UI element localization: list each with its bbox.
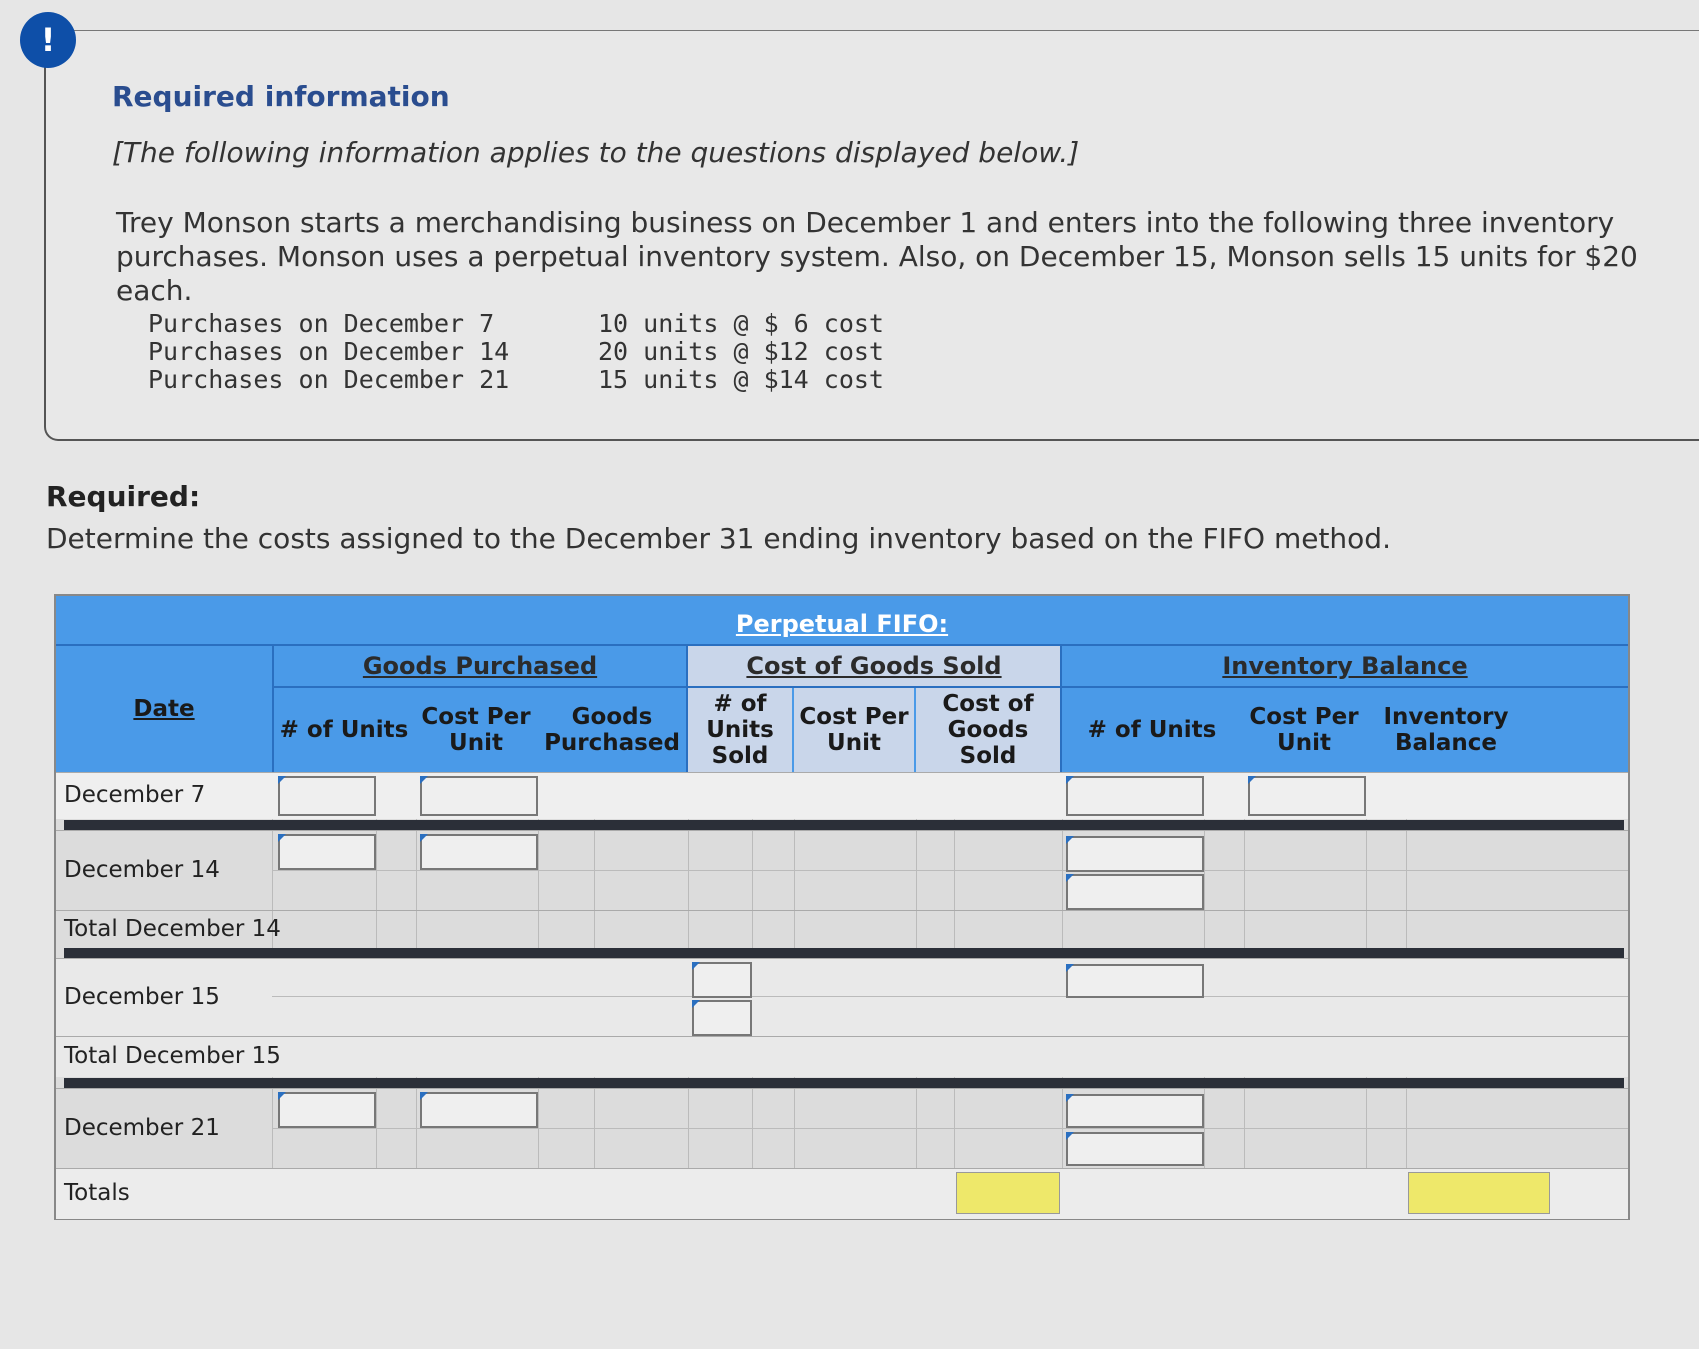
grid-line xyxy=(272,870,1628,871)
col-cogs-units: # of Units Sold xyxy=(688,688,792,772)
purchases-list xyxy=(148,310,884,394)
dec15-ib-units-input[interactable] xyxy=(1066,964,1204,998)
row-label: December 7 xyxy=(64,782,206,808)
row-divider xyxy=(64,948,1624,958)
required-information-title: Required information xyxy=(112,80,450,113)
row-label: Total December 14 xyxy=(64,916,281,942)
header-divider xyxy=(272,646,274,772)
col-date: Date xyxy=(133,696,195,722)
goods-purchased-group-title: Goods Purchased xyxy=(362,652,598,680)
required-text: Determine the costs assigned to the December 31 ending inventory based on the FIFO method. xyxy=(46,522,1391,555)
dec21-ib-units-input-1[interactable] xyxy=(1066,1094,1204,1128)
col-gp-units: # of Units xyxy=(279,717,409,743)
dec7-ib-units-input[interactable] xyxy=(1066,776,1204,816)
row-label: December 14 xyxy=(64,857,220,883)
dec15-cogs-units-input-2[interactable] xyxy=(692,1000,752,1036)
dec14-ib-units-input-1[interactable] xyxy=(1066,836,1204,872)
header-divider xyxy=(1060,646,1062,772)
purchase-label: Purchases on December 14 xyxy=(148,337,510,366)
purchase-row xyxy=(148,338,884,366)
purchase-detail: 10 units @ $ 6 cost xyxy=(598,309,884,338)
row-total-dec15 xyxy=(56,1036,1628,1077)
grid-line xyxy=(272,1128,1628,1129)
grid-line xyxy=(272,996,1628,997)
dec21-gp-units-input[interactable] xyxy=(278,1092,376,1128)
purchase-label: Purchases on December 7 xyxy=(148,309,495,338)
col-cogs-cost: Cost Per Unit xyxy=(794,688,914,772)
header-divider xyxy=(272,686,1628,688)
perpetual-fifo-table xyxy=(54,594,1630,1220)
table-title: Perpetual FIFO: xyxy=(735,610,949,638)
purchase-detail: 20 units @ $12 cost xyxy=(598,337,884,366)
purchase-row xyxy=(148,310,884,338)
col-ib-units: # of Units xyxy=(1087,717,1217,743)
problem-intro: Trey Monson starts a merchandising business on December 1 and enters into the following three inventory purchases. Monson uses a perpetual inventory system. Also, on December 15, Monson sells 15 units for $20 each. xyxy=(116,206,1638,307)
dec14-ib-units-input-2[interactable] xyxy=(1066,874,1204,910)
total-cogs-cell[interactable] xyxy=(956,1172,1060,1214)
purchase-label: Purchases on December 21 xyxy=(148,365,510,394)
col-gp-total: Goods Purchased xyxy=(544,704,680,756)
col-ib-cost: Cost Per Unit xyxy=(1249,704,1359,756)
col-gp-cost: Cost Per Unit xyxy=(421,704,531,756)
row-label: Total December 15 xyxy=(64,1043,281,1069)
dec7-ib-cost-input[interactable] xyxy=(1248,776,1366,816)
row-label: December 21 xyxy=(64,1115,220,1141)
row-totals xyxy=(56,1168,1628,1219)
dec21-gp-cost-input[interactable] xyxy=(420,1092,538,1128)
dec7-gp-units-input[interactable] xyxy=(278,776,376,816)
header-divider xyxy=(686,646,688,772)
purchase-detail: 15 units @ $14 cost xyxy=(598,365,884,394)
col-ib-total: Inventory Balance xyxy=(1383,704,1509,756)
info-note: [The following information applies to the questions displayed below.] xyxy=(112,136,1080,169)
inventory-balance-group-title: Inventory Balance xyxy=(1222,652,1468,680)
cogs-group-title: Cost of Goods Sold xyxy=(688,646,1060,686)
dec15-cogs-units-input-1[interactable] xyxy=(692,962,752,998)
row-total-dec14 xyxy=(56,910,1628,949)
row-label: Totals xyxy=(64,1180,130,1206)
header-divider xyxy=(56,644,1628,646)
dec14-gp-units-input[interactable] xyxy=(278,834,376,870)
row-divider xyxy=(64,820,1624,830)
alert-icon: ! xyxy=(20,12,76,68)
dec21-ib-units-input-2[interactable] xyxy=(1066,1132,1204,1166)
row-divider xyxy=(64,1078,1624,1088)
row-dec15 xyxy=(56,958,1628,1037)
purchase-row xyxy=(148,366,884,394)
dec14-gp-cost-input[interactable] xyxy=(420,834,538,870)
col-cogs-total: Cost of Goods Sold xyxy=(916,688,1060,772)
total-inventory-balance-cell[interactable] xyxy=(1408,1172,1550,1214)
dec7-gp-cost-input[interactable] xyxy=(420,776,538,816)
row-label: December 15 xyxy=(64,984,220,1010)
required-heading: Required: xyxy=(46,480,201,513)
